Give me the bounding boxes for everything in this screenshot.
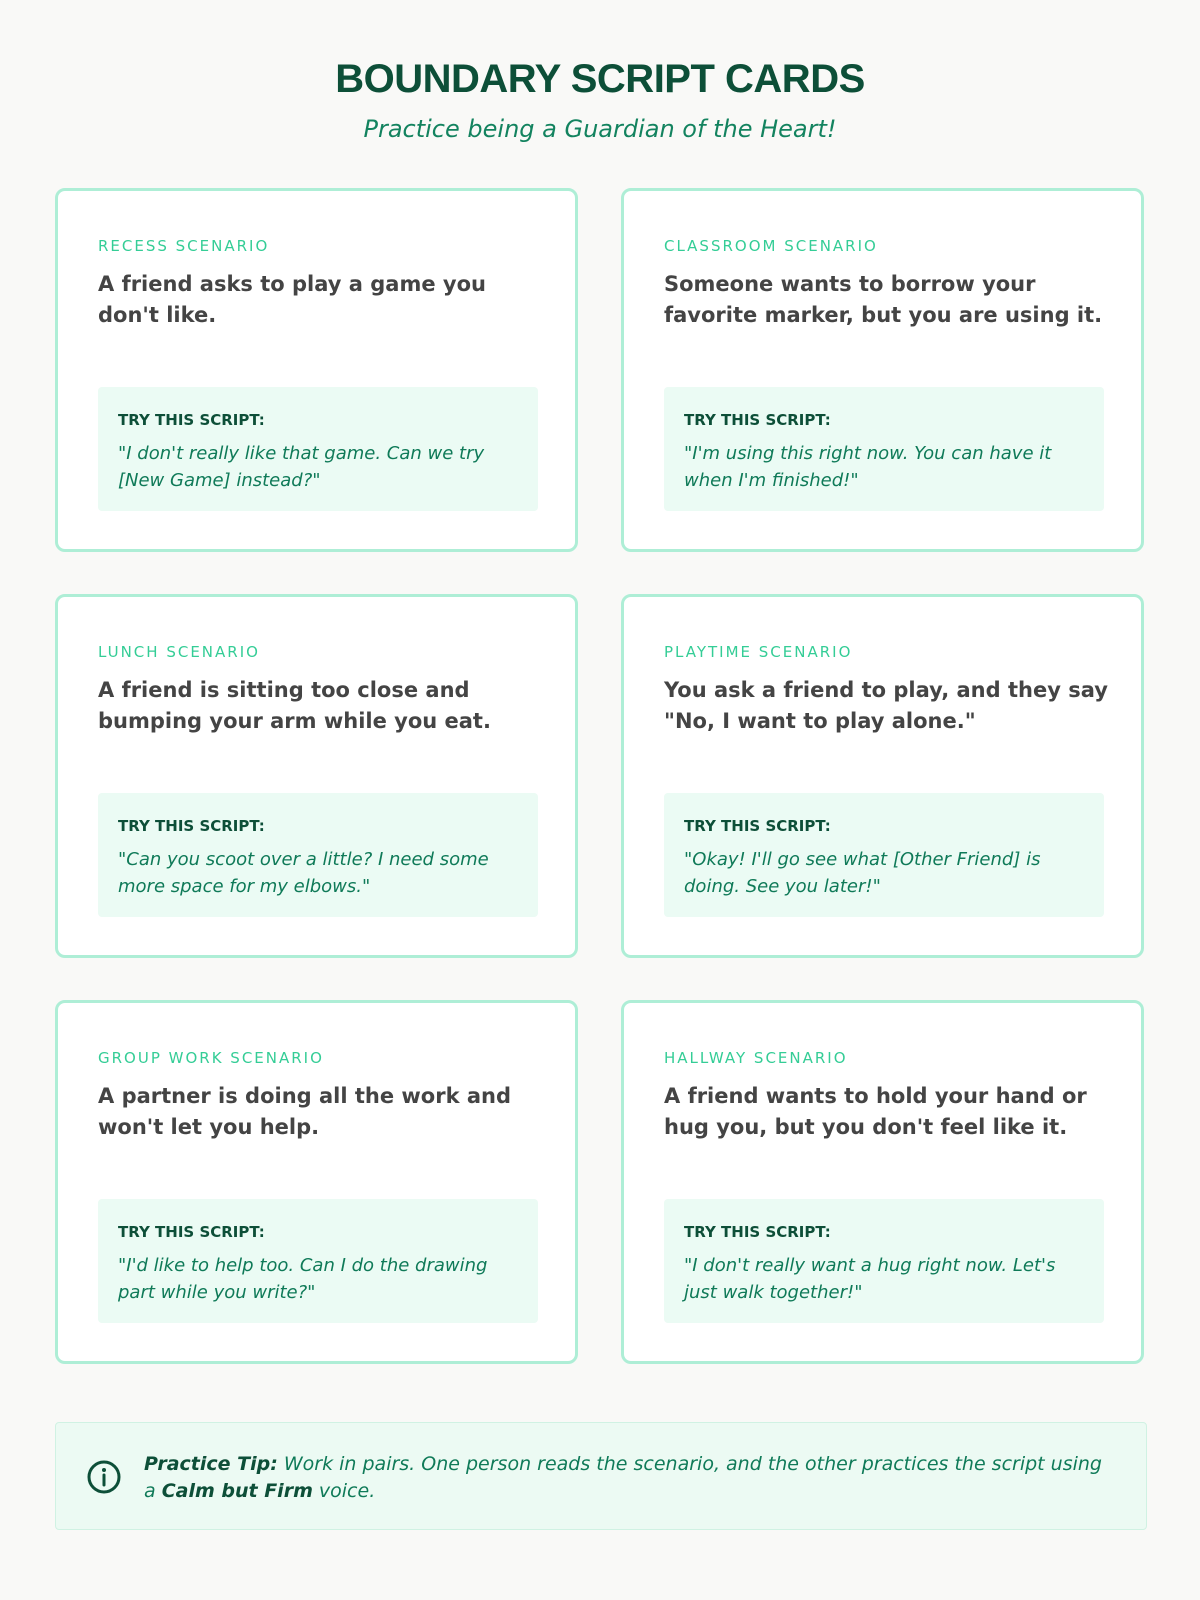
script-box — [98, 793, 538, 917]
scenario-card-playtime — [621, 594, 1144, 958]
scenario-text: You ask a friend to play, and they say "No, I want to play alone." — [664, 678, 1108, 733]
script-box — [664, 1199, 1104, 1323]
script-box — [664, 387, 1104, 511]
scenario-text: Someone wants to borrow your favorite marker, but you are using it. — [664, 272, 1103, 327]
scenario-card-recess — [55, 188, 578, 552]
practice-tip-emphasis: Calm but Firm — [161, 1480, 313, 1502]
practice-tip-text — [144, 1451, 1114, 1505]
scenario-text: A friend wants to hold your hand or hug you, but you don't feel like it. — [664, 1084, 1087, 1139]
scenario-label: RECESS SCENARIO — [98, 237, 270, 255]
script-box — [98, 1199, 538, 1323]
scenario-text: A friend is sitting too close and bumping your arm while you eat. — [98, 678, 491, 733]
script-label: TRY THIS SCRIPT: — [118, 817, 265, 835]
script-text: "I don't really want a hug right now. Let's just walk together!" — [684, 1255, 1056, 1303]
scenario-text: A partner is doing all the work and won't let you help. — [98, 1084, 512, 1139]
info-icon-graphic — [86, 1459, 122, 1495]
practice-tip-tail: voice. — [312, 1480, 376, 1502]
script-text: "Okay! I'll go see what [Other Friend] is doing. See you later!" — [684, 849, 1041, 897]
scenario-card-hallway — [621, 1000, 1144, 1364]
practice-tip-lead: Practice Tip: — [144, 1453, 278, 1475]
practice-tip-body: Work in pairs. One person reads the scenario, and the other practices the script using a — [144, 1453, 1102, 1502]
practice-tip — [55, 1422, 1147, 1530]
script-label: TRY THIS SCRIPT: — [684, 1223, 831, 1241]
card-grid — [55, 188, 1148, 1364]
script-text: "I'm using this right now. You can have it when I'm finished!" — [684, 443, 1052, 491]
info-icon — [86, 1459, 122, 1495]
script-label: TRY THIS SCRIPT: — [118, 411, 265, 429]
scenario-label: CLASSROOM SCENARIO — [664, 237, 878, 255]
page-header — [0, 0, 1200, 144]
page-title: BOUNDARY SCRIPT CARDS — [335, 57, 865, 101]
page-subtitle: Practice being a Guardian of the Heart! — [363, 115, 837, 143]
script-text: "I'd like to help too. Can I do the drawing part while you write?" — [118, 1255, 488, 1303]
scenario-card-classroom — [621, 188, 1144, 552]
script-label: TRY THIS SCRIPT: — [684, 411, 831, 429]
scenario-card-group-work — [55, 1000, 578, 1364]
script-box — [664, 793, 1104, 917]
script-text: "Can you scoot over a little? I need some more space for my elbows." — [118, 849, 489, 897]
scenario-label: PLAYTIME SCENARIO — [664, 643, 853, 661]
scenario-card-lunch — [55, 594, 578, 958]
script-text: "I don't really like that game. Can we try [New Game] instead?" — [118, 443, 485, 491]
scenario-text: A friend asks to play a game you don't like. — [98, 272, 486, 327]
scenario-label: GROUP WORK SCENARIO — [98, 1049, 324, 1067]
scenario-label: HALLWAY SCENARIO — [664, 1049, 848, 1067]
script-box — [98, 387, 538, 511]
script-label: TRY THIS SCRIPT: — [684, 817, 831, 835]
script-label: TRY THIS SCRIPT: — [118, 1223, 265, 1241]
scenario-label: LUNCH SCENARIO — [98, 643, 260, 661]
